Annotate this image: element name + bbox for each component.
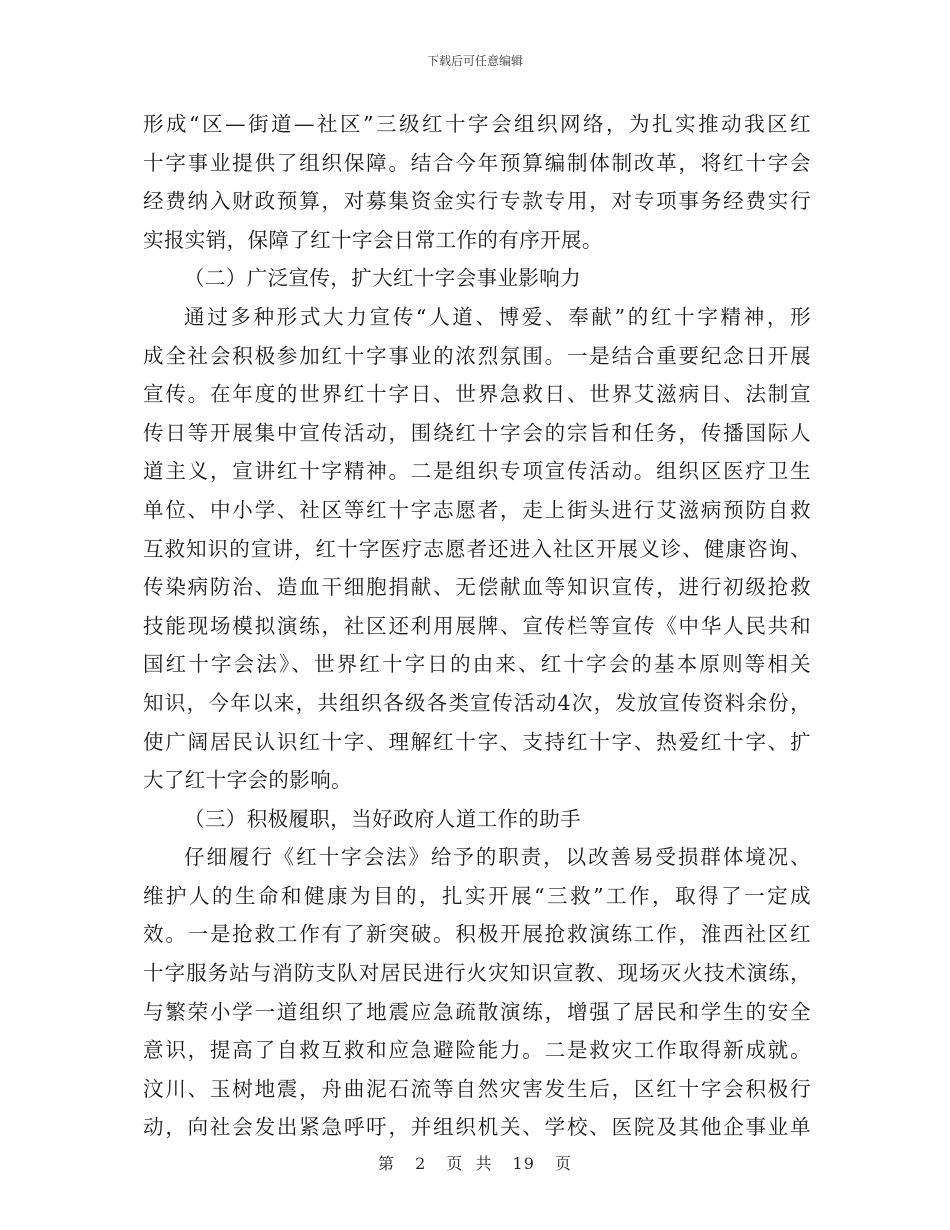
text-line: 成全社会积极参加红十字事业的浓烈氛围。一是结合重要纪念日开展 (143, 343, 811, 368)
text-line: 传日等开展集中宣传活动，围绕红十字会的宗旨和任务，传播国际人 (143, 420, 811, 445)
text-line: 技能现场模拟演练，社区还利用展牌、宣传栏等宣传《中华人民共和 (143, 613, 811, 638)
text-line: 汶川、玉树地震，舟曲泥石流等自然灾害发生后，区红十字会积极行 (143, 1076, 811, 1101)
page-header: 下载后可任意编辑 (426, 54, 523, 68)
text-line: 意识，提高了自救互救和应急避险能力。二是救灾工作取得新成就。 (143, 1038, 811, 1063)
text-line: 互救知识的宣讲，红十字医疗志愿者还进入社区开展义诊、健康咨询、 (143, 536, 811, 561)
text-line: 十字服务站与消防支队对居民进行火灾知识宣教、现场灭火技术演练， (143, 961, 811, 986)
text-line: 使广阔居民认识红十字、理解红十字、支持红十字、热爱红十字、扩 (143, 729, 811, 754)
section-heading: （三）积极履职，当好政府人道工作的助手 (184, 806, 582, 831)
text-line: 大了红十字会的影响。 (143, 768, 352, 793)
page-footer (0, 1153, 950, 1175)
document-body (143, 105, 811, 1147)
section-heading: （二）广泛宣传，扩大红十字会事业影响力 (184, 266, 582, 291)
text-line: 国红十字会法》、世界红十字日的由来、红十字会的基本原则等相关 (143, 652, 811, 677)
page-number: 2 (415, 1154, 427, 1173)
text-line: 仔细履行《红十字会法》给予的职责，以改善易受损群体境况、 (184, 845, 811, 870)
text-line: 动，向社会发出紧急呼吁，并组织机关、学校、医院及其他企事业单 (143, 1115, 811, 1140)
text-line: 通过多种形式大力宣传“人道、博爱、奉献”的红十字精神，形 (184, 304, 811, 329)
text-line: 实报实销，保障了红十字会日常工作的有序开展。 (143, 227, 603, 252)
footer-suffix: 页 (555, 1154, 573, 1173)
footer-prefix: 第 (377, 1154, 395, 1173)
text-line: 道主义，宣讲红十字精神。二是组织专项宣传活动。组织区医疗卫生 (143, 459, 811, 484)
text-line: 知识，今年以来，共组织各级各类宣传活动4次，发放宣传资料余份， (143, 690, 811, 715)
text-line: 形成“区—街道—社区”三级红十字会组织网络，为扎实推动我区红 (143, 112, 811, 136)
text-line: 宣传。在年度的世界红十字日、世界急救日、世界艾滋病日、法制宣 (143, 382, 811, 407)
page-total: 19 (512, 1154, 535, 1173)
text-line: 单位、中小学、社区等红十字志愿者，走上街头进行艾滋病预防自救 (143, 497, 811, 522)
text-line: 效。一是抢救工作有了新突破。积极开展抢救演练工作，淮西社区红 (143, 922, 811, 947)
text-line: 传染病防治、造血干细胞捐献、无偿献血等知识宣传，进行初级抢救 (143, 575, 811, 600)
text-line: 十字事业提供了组织保障。结合今年预算编制体制改革，将红十字会 (143, 150, 811, 175)
text-line: 与繁荣小学一道组织了地震应急疏散演练，增强了居民和学生的安全 (143, 999, 811, 1024)
text-line: 经费纳入财政预算，对募集资金实行专款专用，对专项事务经费实行 (143, 189, 811, 214)
footer-middle: 页 共 (446, 1154, 493, 1173)
text-line: 维护人的生命和健康为目的，扎实开展“三救”工作，取得了一定成 (143, 883, 811, 908)
